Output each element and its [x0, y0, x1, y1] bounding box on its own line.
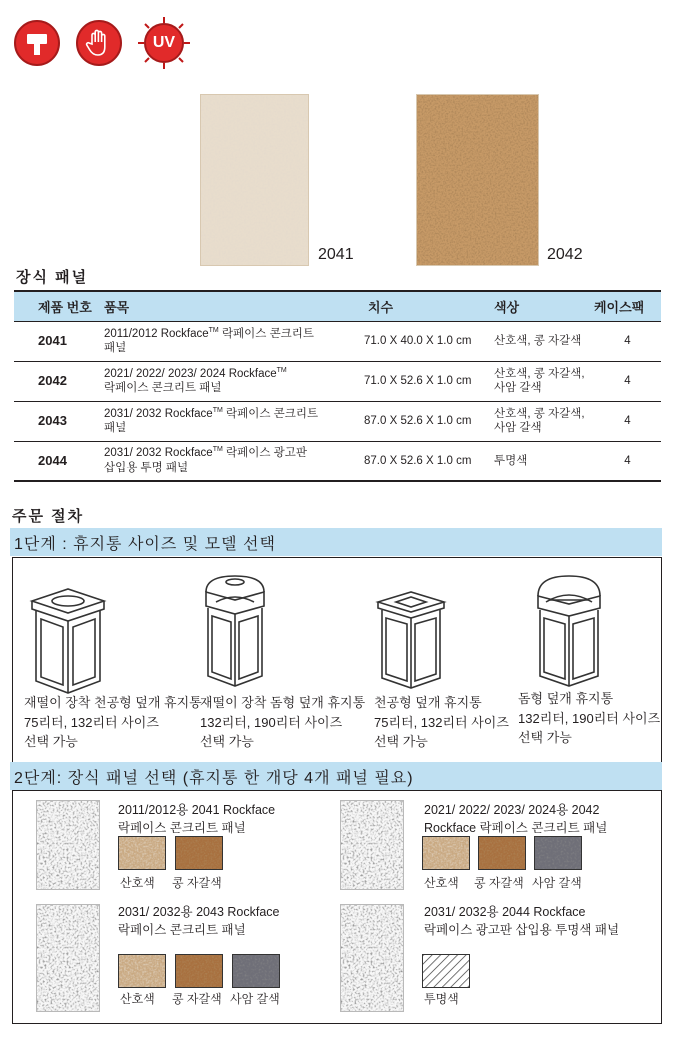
product-name: 2031/ 2032 Rockface™ 락페이스 광고판 삽입용 투명 패널 — [94, 441, 364, 481]
product-no: 2044 — [14, 441, 94, 481]
step1-bar: 1단계 : 휴지통 사이즈 및 모델 선택 — [10, 528, 662, 556]
table-header-row — [14, 291, 661, 321]
can-dome-lid — [532, 572, 606, 688]
sample-label-2041: 2041 — [318, 246, 354, 263]
product-name: 2031/ 2032 Rockface™ 락페이스 콘크리트 패널 — [94, 401, 364, 441]
hammer-icon — [14, 20, 60, 66]
color-label: 콩 자갈색 — [474, 876, 524, 890]
header-size: 치수 — [364, 291, 494, 321]
panel-title-2043: 2031/ 2032용 2043 Rockface 락페이스 콘크리트 패널 — [118, 905, 280, 937]
can-caption-2: 재떨이 장착 돔형 덮개 휴지통 132리터, 190리터 사이즈 선택 가능 — [200, 695, 366, 749]
color-label: 사암 갈색 — [230, 992, 280, 1006]
product-name: 2011/2012 Rockface™ 락페이스 콘크리트 패널 — [94, 321, 364, 361]
color-label: 콩 자갈색 — [172, 992, 222, 1006]
panel-texture-2044 — [340, 904, 404, 1012]
header-product-no: 제품 번호 — [14, 291, 94, 321]
product-color: 산호색, 콩 자갈색 — [494, 321, 594, 361]
product-case-pack: 4 — [594, 321, 661, 361]
product-size: 87.0 X 52.6 X 1.0 cm — [364, 401, 494, 441]
product-size: 71.0 X 52.6 X 1.0 cm — [364, 361, 494, 401]
panel-texture-2042 — [340, 800, 404, 890]
header-item: 품목 — [94, 291, 364, 321]
decorative-panel-title: 장식 패널 — [16, 269, 89, 286]
color-swatch — [175, 836, 223, 870]
color-swatch — [118, 836, 166, 870]
sample-swatch-2041 — [200, 94, 309, 266]
can-ashtray-flat-lid — [28, 585, 108, 695]
product-no: 2042 — [14, 361, 94, 401]
glove-icon — [76, 20, 122, 66]
can-caption-3: 천공형 덮개 휴지통 75리터, 132리터 사이즈 선택 가능 — [374, 695, 509, 749]
step2-bar: 2단계: 장식 패널 선택 (휴지통 한 개당 4개 패널 필요) — [10, 762, 662, 790]
color-swatch — [534, 836, 582, 870]
table-row — [14, 441, 661, 481]
color-label: 사암 갈색 — [532, 876, 582, 890]
panel-title-2041: 2011/2012용 2041 Rockface 락페이스 콘크리트 패널 — [118, 803, 276, 835]
panel-title-2044: 2031/ 2032용 2044 Rockface 락페이스 광고판 삽입용 투명색 패널 — [424, 905, 620, 937]
uv-resistant-icon — [138, 17, 190, 69]
product-table — [14, 290, 661, 482]
panel-texture-2043 — [36, 904, 100, 1012]
sample-label-2042: 2042 — [547, 246, 583, 263]
can-caption-1: 재떨이 장착 천공형 덮개 휴지통 75리터, 132리터 사이즈 선택 가능 — [24, 695, 202, 749]
uv-label: UV — [144, 23, 184, 63]
product-case-pack: 4 — [594, 401, 661, 441]
table-row — [14, 401, 661, 441]
order-procedure-title: 주문 절차 — [12, 508, 85, 525]
color-swatch — [175, 954, 223, 988]
can-flat-lid — [374, 588, 448, 692]
color-label: 산호색 — [120, 992, 155, 1006]
product-name: 2021/ 2022/ 2023/ 2024 Rockface™ 락페이스 콘크리트 패널 — [94, 361, 364, 401]
table-row — [14, 321, 661, 361]
property-icons — [14, 20, 190, 69]
color-swatch — [118, 954, 166, 988]
color-swatch — [232, 954, 280, 988]
product-color: 투명색 — [494, 441, 594, 481]
product-no: 2043 — [14, 401, 94, 441]
panel-title-2042: 2021/ 2022/ 2023/ 2024용 2042 Rockface 락페이스 콘크리트 패널 — [424, 803, 608, 835]
table-row — [14, 361, 661, 401]
color-swatch — [478, 836, 526, 870]
product-color: 산호색, 콩 자갈색, 사암 갈색 — [494, 401, 594, 441]
can-caption-4: 돔형 덮개 휴지통 132리터, 190리터 사이즈 선택 가능 — [518, 691, 661, 745]
color-swatch-clear — [422, 954, 470, 988]
color-label: 콩 자갈색 — [172, 876, 222, 890]
can-ashtray-dome-lid — [200, 572, 270, 688]
sample-swatch-2042 — [416, 94, 539, 266]
color-swatch — [422, 836, 470, 870]
color-label: 산호색 — [120, 876, 155, 890]
product-size: 87.0 X 52.6 X 1.0 cm — [364, 441, 494, 481]
product-size: 71.0 X 40.0 X 1.0 cm — [364, 321, 494, 361]
header-case-pack: 케이스팩 — [594, 291, 661, 321]
header-color: 색상 — [494, 291, 594, 321]
product-case-pack: 4 — [594, 441, 661, 481]
panel-texture-2041 — [36, 800, 100, 890]
product-color: 산호색, 콩 자갈색, 사암 갈색 — [494, 361, 594, 401]
color-label: 산호색 — [424, 876, 459, 890]
product-no: 2041 — [14, 321, 94, 361]
color-label: 투명색 — [424, 992, 459, 1006]
product-case-pack: 4 — [594, 361, 661, 401]
